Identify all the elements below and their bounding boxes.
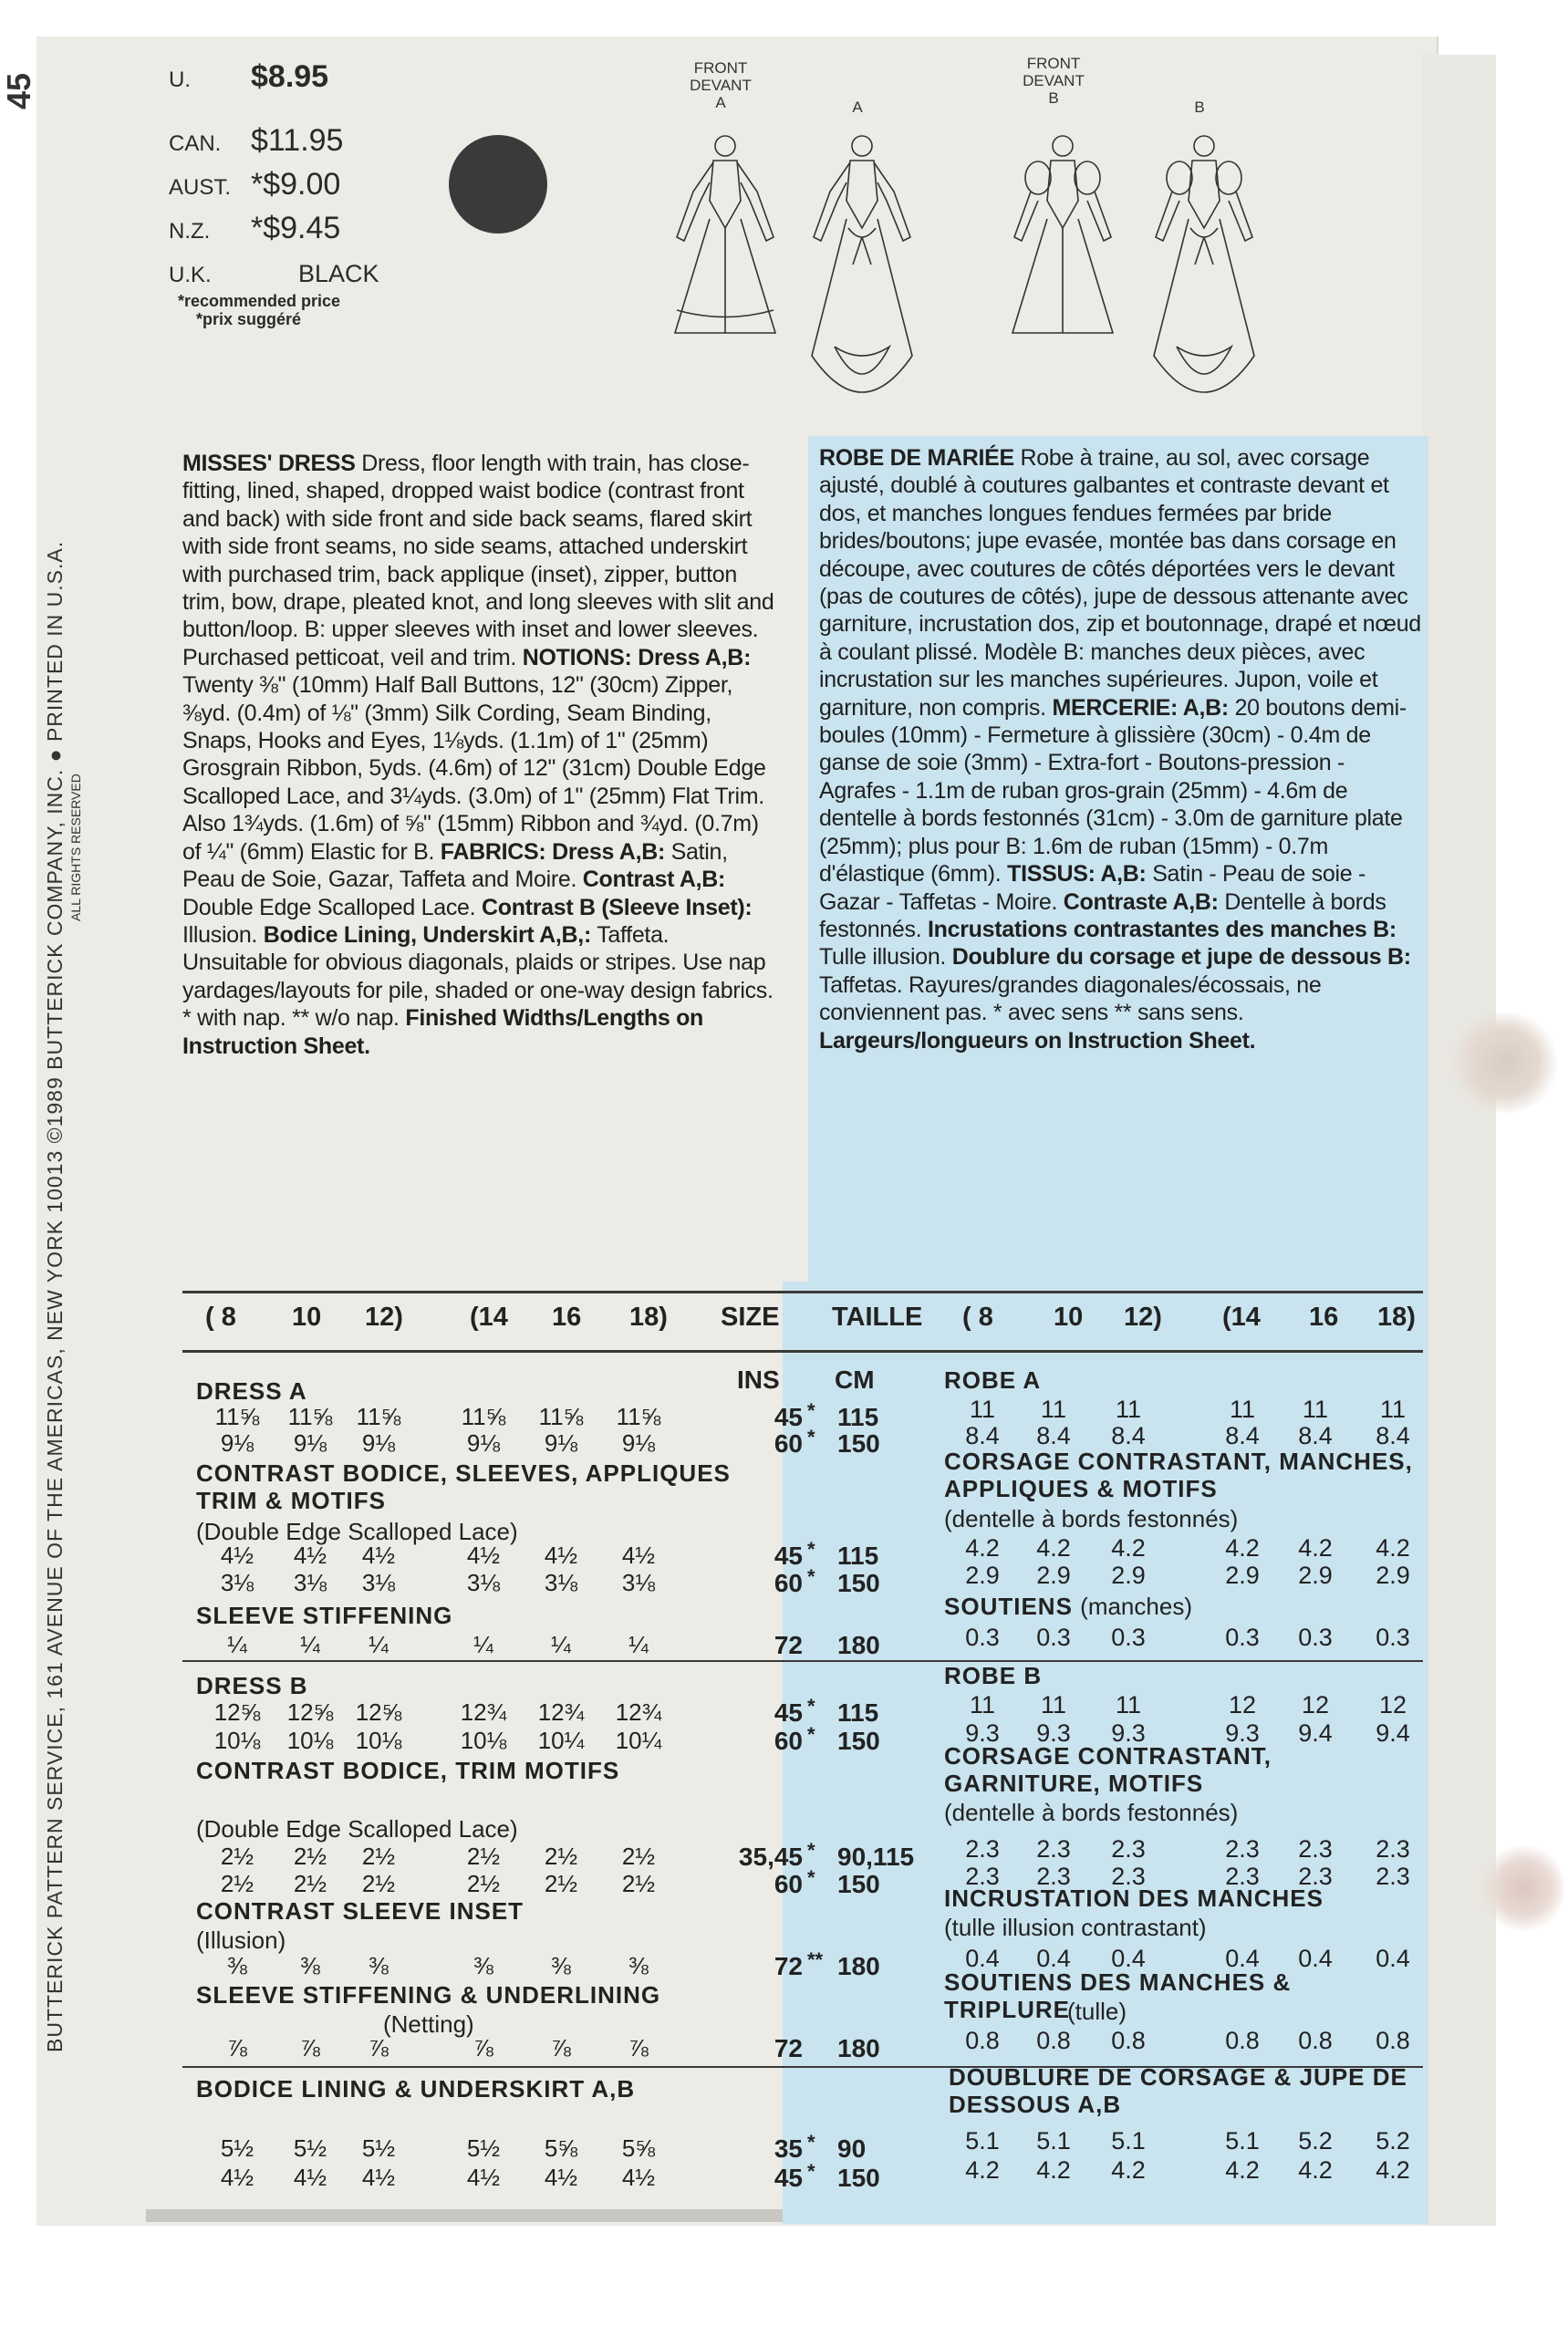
- yardage-cell: 11⅝: [461, 1403, 506, 1430]
- yardage-cell: 11⅝: [214, 1403, 260, 1430]
- ins-cell: 35: [774, 2134, 803, 2163]
- nap-mark: **: [807, 1948, 824, 1971]
- lace-scrap: [1450, 1012, 1560, 1113]
- metrage-cell: 2.3: [1111, 1863, 1146, 1890]
- yardage-cell: 2½: [466, 1870, 501, 1897]
- ins-cell: 72: [774, 1952, 803, 1980]
- metrage-cell: 11: [1040, 1396, 1067, 1423]
- bodice-lining-heading: BODICE LINING & UNDERSKIRT A,B: [196, 2075, 636, 2103]
- metrage-cell: 2.9: [1111, 1562, 1146, 1589]
- metrage-cell: 0.8: [1376, 2027, 1410, 2054]
- yardage-cell: 11⅝: [356, 1403, 401, 1430]
- ins-cell: 45: [774, 1542, 803, 1570]
- metrage-cell: 5.1: [1036, 2127, 1071, 2155]
- size-label: SIZE: [721, 1303, 780, 1332]
- price-code: U.K.: [169, 263, 212, 287]
- metrage-cell: 5.1: [1225, 2127, 1260, 2155]
- soutiens: [944, 1593, 1192, 1620]
- yardage-cell: 5½: [220, 2134, 254, 2162]
- size-range-fr-4: (14: [1222, 1303, 1261, 1332]
- metrage-cell: 0.3: [1036, 1624, 1071, 1651]
- yardage-cell: ¼: [473, 1631, 493, 1658]
- metrage-cell: 4.2: [1225, 1534, 1260, 1562]
- ins-cell: 45: [774, 1698, 803, 1727]
- yardage-cell: 9⅛: [544, 1429, 578, 1457]
- metrage-cell: 2.3: [1298, 1863, 1333, 1890]
- table-rule-a-b: [182, 1660, 1423, 1662]
- yardage-cell: 12⅝: [355, 1698, 402, 1726]
- yardage-cell: 4½: [621, 1542, 656, 1569]
- taille-label: TAILLE: [832, 1303, 923, 1332]
- price-code: N.Z.: [169, 219, 211, 244]
- sleeve-stiffening-b: SLEEVE STIFFENING & UNDERLINING: [196, 1981, 661, 2009]
- yardage-cell: 2½: [466, 1843, 501, 1870]
- yardage-cell: 4½: [361, 1542, 396, 1569]
- cm-cell: 150: [837, 1727, 880, 1755]
- yardage-cell: 10⅛: [213, 1727, 261, 1754]
- en-contrast-b: Illusion.: [182, 921, 258, 948]
- metrage-cell: 2.3: [1298, 1835, 1333, 1863]
- cm-header: CM: [835, 1365, 875, 1394]
- cm-cell: 150: [837, 1569, 880, 1597]
- cm-cell: 180: [837, 1631, 880, 1659]
- cm-cell: 150: [837, 2164, 880, 2192]
- yardage-cell: ⅞: [473, 2034, 493, 2061]
- soutiens-b: SOUTIENS DES MANCHES & TRIPLURE: [944, 1968, 1292, 2023]
- view-label-front-b: FRONT DEVANT B: [1023, 55, 1085, 107]
- cm-cell: 90,115: [837, 1843, 915, 1871]
- yardage-cell: ⅜: [551, 1952, 571, 1979]
- price-note-fr: *prix suggéré: [196, 310, 302, 328]
- en-finished: Finished Widths/Lengths on Instruction Sheet.: [182, 1005, 704, 1059]
- dress-front-a-illustration: [657, 128, 794, 337]
- metrage-cell: 4.2: [1111, 1534, 1146, 1562]
- dress-a-heading: DRESS A: [196, 1377, 307, 1405]
- metrage-cell: 8.4: [1376, 1422, 1410, 1449]
- yardage-cell: 3⅛: [293, 1569, 327, 1596]
- yardage-cell: 3⅛: [621, 1569, 656, 1596]
- en-notions-label: NOTIONS: Dress A,B:: [522, 644, 752, 670]
- metrage-cell: 2.3: [1376, 1835, 1410, 1863]
- metrage-cell: 2.3: [1225, 1863, 1260, 1890]
- metrage-cell: 2.3: [965, 1835, 1000, 1863]
- price-code: CAN.: [169, 131, 222, 156]
- dress-b-heading: DRESS B: [196, 1672, 308, 1699]
- cm-cell: 180: [837, 2034, 880, 2062]
- metrage-cell: 11: [1229, 1396, 1256, 1423]
- nap-mark: *: [807, 1839, 815, 1862]
- yardage-cell: ¼: [300, 1631, 320, 1658]
- yardage-cell: 9⅛: [466, 1429, 501, 1457]
- metrage-cell: 0.3: [1376, 1624, 1410, 1651]
- cm-cell: 115: [837, 1698, 879, 1727]
- en-title: MISSES' DRESS: [182, 451, 356, 476]
- corsage-b-sub: (dentelle à bords festonnés): [944, 1799, 1239, 1826]
- yardage-cell: 2½: [544, 1870, 578, 1897]
- cm-cell: 180: [837, 1952, 880, 1980]
- yardage-cell: 10¼: [537, 1727, 585, 1754]
- metrage-cell: 2.3: [1111, 1835, 1146, 1863]
- yardage-cell: 4½: [621, 2164, 656, 2191]
- nap-mark: *: [807, 1565, 815, 1588]
- metrage-cell: 2.3: [1225, 1835, 1260, 1863]
- yardage-cell: 4½: [361, 2164, 396, 2191]
- metrage-cell: 2.3: [1036, 1863, 1071, 1890]
- yardage-cell: 9⅛: [293, 1429, 327, 1457]
- yardage-cell: 12¾: [460, 1698, 507, 1726]
- yardage-cell: 5½: [361, 2134, 396, 2162]
- en-notions: Twenty ⅜" (10mm) Half Ball Buttons, 12" (30cm) Zipper, ⅜yd. (0.4m) of ⅛" (3mm) Silk Cording, Seam Binding, Snaps, Hooks and Eyes, 1⅛yds. (1.1m) of 1" (25mm) Grosgrain Ribbon, 5yds. (4.6m) of 12" (31cm) Double Edge Scalloped Lace, and 3¼yds. (3.0m) of 1" (25mm) Flat Trim. Also 1¾yds. (1.6m) of ⅝" (15mm) Ribbon and ¾yd. (0.7m) of ¼" (6mm) Elastic for B.: [182, 672, 766, 865]
- metrage-cell: 0.3: [965, 1624, 1000, 1651]
- size-range-en-3: 12): [365, 1303, 403, 1332]
- cm-cell: 90: [837, 2134, 867, 2163]
- yardage-cell: 10⅛: [460, 1727, 507, 1754]
- metrage-cell: 11: [1302, 1396, 1329, 1423]
- metrage-cell: 0.8: [1111, 2027, 1146, 2054]
- ins-cell: 45: [774, 1403, 803, 1431]
- yardage-cell: ⅞: [551, 2034, 571, 2061]
- metrage-cell: 2.9: [1225, 1562, 1260, 1589]
- ins-cell: 60: [774, 1429, 803, 1458]
- french-description: [819, 444, 1421, 1054]
- price-value: *$9.00: [251, 167, 341, 202]
- ins-cell: 72: [774, 1631, 803, 1659]
- contrast-sleeve-inset: CONTRAST SLEEVE INSET: [196, 1897, 524, 1925]
- yardage-cell: 11⅝: [538, 1403, 584, 1430]
- yardage-cell: ¼: [628, 1631, 649, 1658]
- en-fabrics-label: FABRICS: Dress A,B:: [440, 838, 665, 865]
- metrage-cell: 0.4: [1036, 1945, 1071, 1972]
- yardage-cell: ⅜: [628, 1952, 649, 1979]
- yardage-cell: 2½: [220, 1870, 254, 1897]
- size-range-en-6: 18): [629, 1303, 668, 1332]
- metrage-cell: 9.4: [1376, 1719, 1410, 1747]
- incrustation-manches-sub: (tulle illusion contrastant): [944, 1914, 1207, 1941]
- yardage-cell: 3⅛: [361, 1569, 396, 1596]
- metrage-cell: 2.3: [1376, 1863, 1410, 1890]
- metrage-cell: 2.3: [965, 1863, 1000, 1890]
- yardage-cell: ⅜: [227, 1952, 247, 1979]
- yardage-cell: 5½: [466, 2134, 501, 2162]
- metrage-cell: 4.2: [965, 2156, 1000, 2184]
- cm-cell: 115: [837, 1403, 879, 1431]
- robe-a-heading: ROBE A: [944, 1366, 1042, 1394]
- price-note: [178, 292, 340, 328]
- metrage-cell: 2.3: [1036, 1835, 1071, 1863]
- yardage-cell: ¼: [369, 1631, 389, 1658]
- doublure-corsage-heading: DOUBLURE DE CORSAGE & JUPE DE DESSOUS A,B: [949, 2063, 1407, 2118]
- ins-cell: 72: [774, 2034, 803, 2062]
- yardage-cell: 12⅝: [213, 1698, 261, 1726]
- price-note-en: *recommended price: [178, 292, 341, 310]
- metrage-cell: 0.4: [1376, 1945, 1410, 1972]
- metrage-cell: 5.1: [1111, 2127, 1146, 2155]
- view-label-front-a: FRONT DEVANT A: [690, 59, 752, 111]
- yardage-cell: 2½: [220, 1843, 254, 1870]
- size-range-fr-2: 10: [1054, 1303, 1084, 1332]
- yardage-cell: 5⅝: [544, 2134, 578, 2162]
- cm-cell: 150: [837, 1429, 880, 1458]
- en-contrast-ab: Double Edge Scalloped Lace.: [182, 894, 476, 920]
- metrage-cell: 0.4: [965, 1945, 1000, 1972]
- lace-scrap-2: [1482, 1843, 1564, 1934]
- metrage-cell: 0.4: [1225, 1945, 1260, 1972]
- fr-mercerie-label: MERCERIE: A,B:: [1052, 694, 1229, 721]
- size-range-fr-5: 16: [1309, 1303, 1339, 1332]
- metrage-cell: 0.4: [1111, 1945, 1146, 1972]
- metrage-cell: 4.2: [1036, 1534, 1071, 1562]
- contrast-bodice-a: CONTRAST BODICE, SLEEVES, APPLIQUES TRIM & MOTIFS: [196, 1459, 731, 1514]
- metrage-cell: 4.2: [1036, 2156, 1071, 2184]
- metrage-cell: 4.2: [965, 1534, 1000, 1562]
- size-range-en-5: 16: [552, 1303, 582, 1332]
- dress-back-a-illustration: [794, 128, 930, 429]
- metrage-cell: 11: [1379, 1396, 1407, 1423]
- sleeve-stiffening: SLEEVE STIFFENING: [196, 1602, 453, 1629]
- yardage-cell: 3⅛: [220, 1569, 254, 1596]
- ins-cell: 60: [774, 1727, 803, 1755]
- fr-doublure: Taffetas. Rayures/grandes diagonales/écossais, ne conviennent pas. * avec sens ** sans sens.: [819, 971, 1322, 1026]
- metrage-cell: 0.8: [965, 2027, 1000, 2054]
- metrage-cell: 12: [1228, 1691, 1257, 1719]
- en-fabrics: Satin, Peau de Soie, Gazar, Taffeta and Moire.: [182, 838, 728, 893]
- fr-incrust-label: Incrustations contrastantes des manches B:: [928, 916, 1397, 942]
- metrage-cell: 0.4: [1298, 1945, 1333, 1972]
- price-value: *$9.45: [251, 211, 341, 245]
- metrage-cell: 2.9: [1298, 1562, 1333, 1589]
- yardage-cell: 11⅝: [287, 1403, 333, 1430]
- dress-front-b-illustration: [994, 128, 1131, 337]
- fr-tissus: Satin - Peau de soie - Gazar - Taffetas - Moire.: [819, 861, 1366, 915]
- dress-back-b-illustration: [1136, 128, 1272, 429]
- metrage-cell: 11: [1040, 1691, 1067, 1719]
- yardage-cell: ⅞: [227, 2034, 247, 2061]
- yardage-cell: 9⅛: [220, 1429, 254, 1457]
- yardage-cell: 12¾: [615, 1698, 662, 1726]
- metrage-cell: 4.2: [1225, 2156, 1260, 2184]
- ins-header: INS: [737, 1365, 780, 1394]
- price-value: BLACK: [298, 260, 379, 287]
- metrage-cell: 0.3: [1111, 1624, 1146, 1651]
- fr-mercerie: 20 boutons demi-boules (10mm) - Fermeture à glissière (30cm) - 0.4m de ganse de soie (3mm) - Extra-fort - Boutons-pression - Agrafes - 1.1m de ruban gros-grain (25mm) - 4.6m de dentelle à bords festonnés (31cm) - 3.0m de garniture plate (25mm); plus pour B: 1.6m de ruban (15mm) - 0.7m d'élastique (6mm).: [819, 694, 1407, 888]
- contrast-bodice-b: CONTRAST BODICE, TRIM MOTIFS: [196, 1757, 620, 1784]
- metrage-cell: 9.3: [1036, 1719, 1071, 1747]
- yardage-cell: 4½: [466, 2164, 501, 2191]
- yardage-cell: ⅜: [369, 1952, 389, 1979]
- yardage-cell: 2½: [293, 1843, 327, 1870]
- fr-incrust: Tulle illusion.: [819, 944, 947, 971]
- price-code: U.: [169, 67, 191, 92]
- metrage-cell: 4.2: [1298, 2156, 1333, 2184]
- fr-desc: Robe à traine, au sol, avec corsage ajusté, doublé à coutures galbantes et contraste devant et dos, et manches longues fendues fermées par bride brides/boutons; jupe evasée, montée bas dans corsage en découpe, avec coutures de côtés déportées vers le devant (pas de coutures de côtés), jupe de dessous attenante avec garniture, incrustation dos, zip et boutonnage, drapé et nœud à coulant plissé. Modèle B: manches deux pièces, avec incrustation sur les manches supérieures. Jupon, voile et garniture, non compris.: [819, 445, 1421, 721]
- metrage-cell: 9.3: [965, 1719, 1000, 1747]
- en-contrast-b-label: Contrast B (Sleeve Inset):: [481, 894, 753, 920]
- metrage-cell: 8.4: [1036, 1422, 1071, 1449]
- soutiens-b-sub: (tulle): [1067, 1998, 1127, 2025]
- size-range-en-1: ( 8: [205, 1303, 236, 1332]
- cm-cell: 115: [837, 1542, 879, 1570]
- en-desc: Dress, floor length with train, has close-fitting, lined, shaped, dropped waist bodice (contrast front and back) with side front and side back seams, flared skirt with side front seams, no side seams, attached underskirt with purchased trim, back applique (inset), zipper, button trim, bow, drape, pleated knot, and long sleeves with slit and button/loop. B: upper sleeves with inset and lower sleeves. Purchased petticoat, veil and trim.: [182, 451, 774, 670]
- fr-tissus-label: TISSUS: A,B:: [1007, 861, 1147, 888]
- price-code: AUST.: [169, 175, 232, 200]
- nap-mark: *: [807, 1399, 815, 1422]
- yardage-cell: ⅜: [300, 1952, 320, 1979]
- metrage-cell: 0.8: [1225, 2027, 1260, 2054]
- yardage-cell: 3⅛: [544, 1569, 578, 1596]
- english-description: [182, 450, 777, 1060]
- yardage-cell: 4½: [544, 2164, 578, 2191]
- nap-mark: *: [807, 2160, 815, 2183]
- metrage-cell: 4.2: [1376, 1534, 1410, 1562]
- yardage-cell: ¼: [551, 1631, 571, 1658]
- yardage-cell: ¼: [227, 1631, 247, 1658]
- yardage-cell: 2½: [621, 1870, 656, 1897]
- nap-mark: *: [807, 1538, 815, 1561]
- yardage-cell: 2½: [361, 1870, 396, 1897]
- yardage-cell: 2½: [293, 1870, 327, 1897]
- yardage-cell: 3⅛: [466, 1569, 501, 1596]
- contrast-sleeve-inset-sub: (Illusion): [196, 1926, 286, 1954]
- yardage-cell: 5⅝: [621, 2134, 656, 2162]
- size-range-en-4: (14: [470, 1303, 508, 1332]
- price-value: $8.95: [251, 59, 329, 94]
- metrage-cell: 12: [1301, 1691, 1330, 1719]
- fr-title: ROBE DE MARIÉE: [819, 445, 1014, 471]
- yardage-cell: 12¾: [537, 1698, 585, 1726]
- corsage-a-sub: (dentelle à bords festonnés): [944, 1505, 1239, 1532]
- en-lining: Taffeta. Unsuitable for obvious diagonals, plaids or stripes. Use nap yardages/layouts for pile, shaded or one-way design fabrics. * with nap. ** w/o nap.: [182, 921, 774, 1032]
- ins-cell: 60: [774, 1569, 803, 1597]
- metrage-cell: 5.2: [1376, 2127, 1410, 2155]
- incrustation-manches: INCRUSTATION DES MANCHES: [944, 1885, 1324, 1912]
- metrage-cell: 8.4: [965, 1422, 1000, 1449]
- soutiens-sub: (manches): [1080, 1593, 1192, 1620]
- metrage-cell: 0.8: [1036, 2027, 1071, 2054]
- yardage-cell: 11⅝: [616, 1403, 661, 1430]
- pattern-number-fragment: 45: [0, 72, 37, 109]
- yardage-cell: 4½: [220, 1542, 254, 1569]
- fr-largeurs: Largeurs/longueurs on Instruction Sheet.: [819, 1027, 1256, 1054]
- corsage-a: CORSAGE CONTRASTANT, MANCHES, APPLIQUES & MOTIFS: [944, 1448, 1413, 1502]
- metrage-cell: 11: [969, 1396, 996, 1423]
- metrage-cell: 11: [1115, 1396, 1142, 1423]
- yardage-cell: 9⅛: [361, 1429, 396, 1457]
- yardage-cell: 9⅛: [621, 1429, 656, 1457]
- metrage-cell: 0.8: [1298, 2027, 1333, 2054]
- en-lining-label: Bodice Lining, Underskirt A,B,:: [263, 921, 591, 948]
- fr-doublure-label: Doublure du corsage et jupe de dessous B:: [951, 944, 1411, 971]
- fr-contraste-ab-label: Contraste A,B:: [1063, 888, 1219, 915]
- robe-b-heading: ROBE B: [944, 1662, 1043, 1689]
- metrage-cell: 4.2: [1111, 2156, 1146, 2184]
- yardage-cell: 4½: [466, 1542, 501, 1569]
- metrage-cell: 12: [1378, 1691, 1407, 1719]
- yardage-cell: 10⅛: [355, 1727, 402, 1754]
- metrage-cell: 8.4: [1111, 1422, 1146, 1449]
- metrage-cell: 0.3: [1225, 1624, 1260, 1651]
- yardage-cell: ⅜: [473, 1952, 493, 1979]
- size-range-fr-1: ( 8: [962, 1303, 993, 1332]
- metrage-cell: 5.2: [1298, 2127, 1333, 2155]
- size-range-fr-6: 18): [1377, 1303, 1416, 1332]
- yardage-cell: 12⅝: [286, 1698, 334, 1726]
- metrage-cell: 9.3: [1111, 1719, 1146, 1747]
- contrast-bodice-b-sub: (Double Edge Scalloped Lace): [196, 1815, 518, 1843]
- yardage-cell: 4½: [544, 1542, 578, 1569]
- contrast-bodice-a-sub: (Double Edge Scalloped Lace): [196, 1518, 518, 1545]
- yardage-cell: ⅞: [628, 2034, 649, 2061]
- metrage-cell: 2.9: [1376, 1562, 1410, 1589]
- size-range-en-2: 10: [292, 1303, 322, 1332]
- yardage-cell: 2½: [361, 1843, 396, 1870]
- nap-mark: *: [807, 1426, 815, 1449]
- yardage-cell: 2½: [621, 1843, 656, 1870]
- publisher-address: BUTTERICK PATTERN SERVICE, 161 AVENUE OF THE AMERICAS, NEW YORK 10013 ©1989 BUTTERICK COMPANY, INC. ● PRINTED IN U.S.A.: [43, 540, 67, 2052]
- table-top-rule: [182, 1291, 1423, 1293]
- corsage-b: CORSAGE CONTRASTANT, GARNITURE, MOTIFS: [944, 1742, 1272, 1797]
- fr-contraste-ab: Dentelle à bords festonnés.: [819, 888, 1386, 942]
- metrage-cell: 11: [1115, 1691, 1142, 1719]
- ins-cell: 35,45: [738, 1843, 803, 1871]
- nap-mark: *: [807, 1723, 815, 1746]
- metrage-cell: 0.3: [1298, 1624, 1333, 1651]
- yardage-cell: ⅞: [300, 2034, 320, 2061]
- view-label-b: B: [1194, 99, 1205, 116]
- black-dot-marker: [449, 135, 547, 234]
- metrage-cell: 8.4: [1298, 1422, 1333, 1449]
- yardage-cell: 10⅛: [286, 1727, 334, 1754]
- yardage-cell: 4½: [293, 2164, 327, 2191]
- nap-mark: *: [807, 1866, 815, 1889]
- price-value: $11.95: [251, 123, 344, 158]
- metrage-cell: 9.4: [1298, 1719, 1333, 1747]
- nap-mark: *: [807, 1695, 815, 1718]
- metrage-cell: 4.2: [1376, 2156, 1410, 2184]
- sleeve-stiffening-b-sub: (Netting): [383, 2010, 474, 2038]
- view-label-a: A: [852, 99, 863, 116]
- cm-cell: 150: [837, 1870, 880, 1898]
- metrage-cell: 11: [969, 1691, 996, 1719]
- ins-cell: 60: [774, 1870, 803, 1898]
- table-header-rule: [182, 1350, 1423, 1353]
- yardage-cell: 4½: [293, 1542, 327, 1569]
- ins-cell: 45: [774, 2164, 803, 2192]
- yardage-cell: 4½: [220, 2164, 254, 2191]
- nap-mark: *: [807, 2131, 815, 2154]
- metrage-cell: 2.9: [965, 1562, 1000, 1589]
- rights-reserved: ALL RIGHTS RESERVED: [68, 774, 83, 921]
- yardage-cell: 5½: [293, 2134, 327, 2162]
- metrage-cell: 8.4: [1225, 1422, 1260, 1449]
- soutiens-label: SOUTIENS: [944, 1593, 1073, 1620]
- yardage-cell: 2½: [544, 1843, 578, 1870]
- yardage-cell: 10¼: [615, 1727, 662, 1754]
- metrage-cell: 2.9: [1036, 1562, 1071, 1589]
- size-range-fr-3: 12): [1124, 1303, 1162, 1332]
- metrage-cell: 4.2: [1298, 1534, 1333, 1562]
- metrage-cell: 9.3: [1225, 1719, 1260, 1747]
- yardage-cell: ⅞: [369, 2034, 389, 2061]
- en-contrast-ab-label: Contrast A,B:: [582, 867, 726, 893]
- metrage-cell: 5.1: [965, 2127, 1000, 2155]
